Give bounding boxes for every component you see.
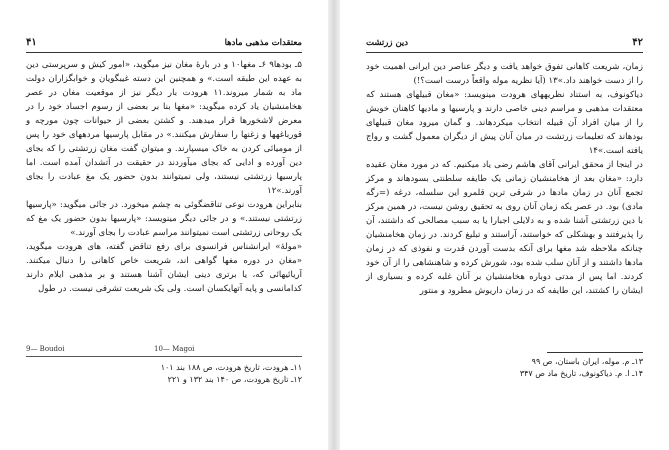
right-page [340,0,669,450]
right-page-body [366,60,643,298]
right-footnote-13: ۱۳ـ م. موله، ایران باستان، ص ۹۹ [531,357,643,366]
left-footnote-11: ۱۱ـ هرودت، تاریخ هرودت، ص ۱۸۸ بند ۱۰۱ [160,363,302,372]
left-footnotes [26,362,302,386]
right-paragraph-1: زمان، شریعت کاهانی تفوق خواهد یافت و دیگر عناصر دین ایرانی اهمیت خود را از دست خواهند داد.»۱۳ (آیا نظریه موله واقعاً درست است؟!) [366,62,643,86]
left-page-header [26,36,302,53]
right-paragraph-3: در اینجا از محقق ایرانی آقای هاشم رضی یاد میکنیم. که در مورد مغان عقیده دارد: «مغان بعد از هخامنشیان زمانی یک طایفه سلطنتی بسودهاند و مرکز تجمع آنان در زمان مادها در شرقی ترین قلمرو این سلسله، درغه (=رگه مادی) بود. در عصر یکه زمان آنان روی به تحقیق روشن نیست، در همین مرکز با دین زرتشتی آشنا شده و به دلایلی اجبارا یا به سبب مصالحی که داشتند، آن را پذیرفتند و بهشکلی که خواستند، آراستند و تبلیغ کردند. در زمان هخامنشیان چنانکه ملاحظه شد مغها برای آنکه بدست آوردن قدرت و نفوذی که در زمان مادها داشتند و از آنان سلب شده بود، شورش کرده و شاهنشاهی را از آن خود کردند. اما پس از مدتی دوباره هخامنشیان بر آنان غلبه کرده و بسیاری از ایشان را کشتند، این طایفه که در زمان داریوش مطرود و منتور [366,160,643,296]
left-paragraph-3: «مولهٔ» ایرانشناس فرانسوی برای رفع تناقض گفته، های هرودت میگوید، «مغان در دوره مغها گواهی اند، شریعت خاص کاهانی را دنبال میکنند. آریائیهائی که، یا برتری دینی ایشان آشنا هستند و بر مذهبی ایلام دارند کدامانسی و پایه آتهایکسان است. ولی یک شریعت تشرفی نیست. در طول [26,242,302,294]
right-running-title: دین زرتشت [366,38,409,48]
right-page-number: ۴۲ [632,37,643,48]
left-page-body [26,58,302,296]
right-footnote-14: ۱۴ـ ا. م. دیاکونوف، تاریخ ماد ص ۳۴۷ [519,369,643,378]
right-page-header [366,36,643,53]
left-footnote-12: ۱۲ـ تاریخ هرودت، ص ۱۴۰ بند ۱۳۲ و ۲۲۱ [167,375,302,384]
reference-boudoi: 9— Boudoi [26,345,65,353]
reference-magoi: 10— Magoi [154,345,195,353]
right-footnotes [366,356,643,380]
right-paragraph-2: دیاکونوف، به استناد نظریههای هرودت مینویسد: «مغان قبیلهای هستند که معتقدات مذهبی و مراسم دینی خاصی دارند و پارسیها و مادیها کاهنان خویش را از میان افراد آن قبیله انتخاب میکردهاند. و گمان میرود مغان قبیلهای بودهاند که تعلیمات زرتشت در میان آنان پیش از دیگران معمول گشت و رواج یافته است.»۱۴ [366,90,643,156]
right-footnote-rule [547,352,643,353]
left-page-number: ۴۱ [26,37,37,48]
left-running-title: معتقدات مذهبی مادها [224,38,302,48]
left-paragraph-2: بنابراین هرودت نوعی تناقضگوئی به چشم میخورد. در جائی میگوید: «پارسیها زرتشتی نیستند.» و در جائی دیگر مینویسد: «پارسیها بدون حضور یک مغ که یک روحانی زرتشتی است نمیتوانند مراسم عبادت را بجای آورند.» [26,200,302,238]
left-paragraph-1: ۵ـ بودها۹ ۶ـ مغها۱۰ و در بارهٔ مغان نیز میگوید، «امور کیش و سرپرستی دین به عهده این طبقه است.» و همچنین این دسته غیبگویان و خوابگزاران دولت ماد به شمار میروند.۱۱ هرودت بار دیگر نیز از موقعیت مغان در عصر هخامنشیان یاد کرده میگوید: «مغها بنا بر بعضی از رسوم اجساد خود را در معرض لاشخورها قرار میدهند. و کشتن بعضی از حیوانات چون مورچه و قورباغهها و زغنها را سفارش میکنند.» در مقابل پارسیها مردههای خود را پس از مومیائی کردن به خاک میسپارند. و میتوان گفت مغان زرتشتی را که بجای دین آورده و ادایی که بجای میآوردند در حقیقت در آتشدان آمده است. اما پارسیها زرتشتی نیستند، ولی نمیتوانند بدون حضور یک مغ عبادت را بجای آورند.»۱۲ [26,60,303,196]
left-page [0,0,328,450]
book-gutter [328,0,340,450]
left-latin-references [26,344,302,357]
